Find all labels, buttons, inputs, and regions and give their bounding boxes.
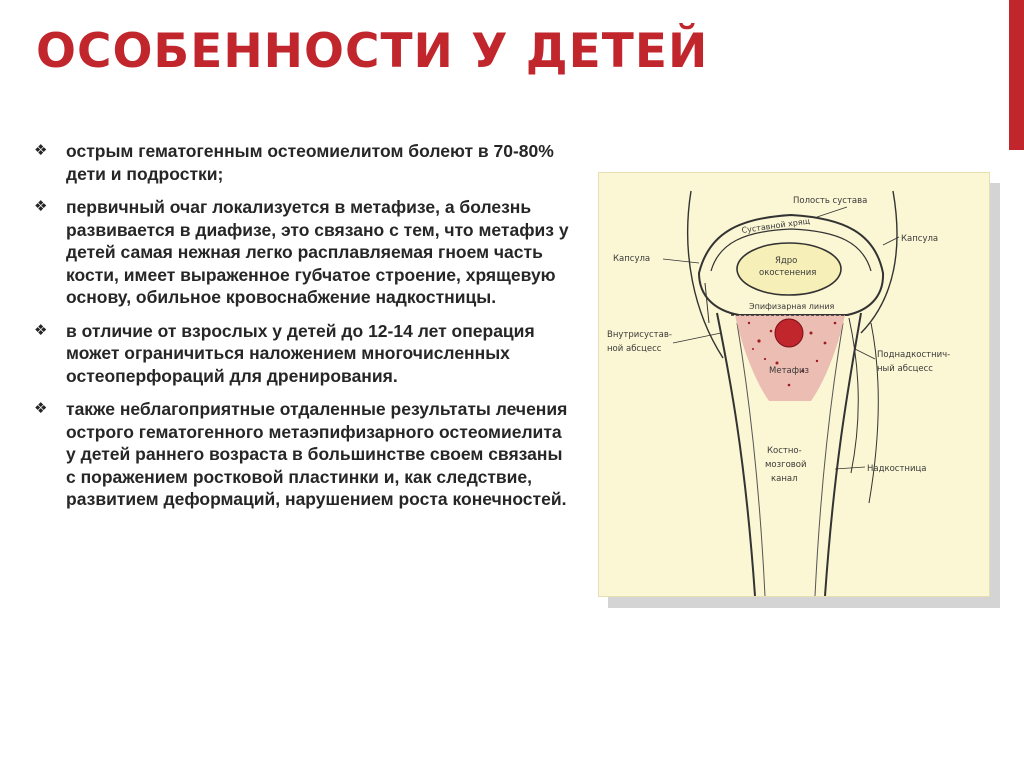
accent-corner-bar [1009, 0, 1024, 150]
label-capsule-right: Капсула [901, 234, 939, 244]
label-epiphyseal-line: Эпифизарная линия [749, 302, 835, 311]
bullet-text: в отличие от взрослых у детей до 12-14 лет операция может ограничиться наложением многочисленных остеоперфораций для дренирования. [66, 320, 535, 386]
bullet-item [34, 320, 574, 388]
label-intra-abscess-1: Внутрисустав- [607, 330, 672, 340]
label-ossification-2: окостенения [759, 268, 817, 278]
bullet-item [34, 398, 574, 511]
label-canal-2: мозговой [765, 460, 807, 470]
diamond-bullet-icon: ❖ [34, 400, 48, 417]
label-metaphysis: Метафиз [769, 366, 810, 376]
diamond-bullet-icon: ❖ [34, 142, 48, 159]
label-intra-abscess-2: ной абсцесс [607, 344, 662, 354]
primary-focus-lesion [775, 319, 803, 347]
bullet-item [34, 196, 574, 309]
bullet-text: первичный очаг локализуется в метафизе, а болезнь развивается в диафизе, это связано с тем, что метафиз у детей самая нежная легко расплавляемая гноем часть кости, имеет выраженное губчатое строение, хрящевую основу, обильное кровоснабжение надкостницы. [66, 197, 569, 307]
label-articular-cartilage: Суставной хрящ [741, 216, 811, 235]
diamond-bullet-icon: ❖ [34, 321, 48, 339]
label-ossification-1: Ядро [775, 256, 798, 266]
label-subperiosteal-1: Поднадкостнич- [877, 350, 951, 360]
label-canal-1: Костно- [767, 446, 802, 456]
capsule-outline-left [688, 191, 723, 358]
bone-diagram-figure [598, 172, 990, 597]
bullet-list [34, 140, 574, 522]
slide-title: ОСОБЕННОСТИ У ДЕТЕЙ [36, 24, 709, 79]
bullet-text: острым гематогенным остеомиелитом болеют в 70-80% дети и подростки; [66, 141, 554, 184]
label-subperiosteal-2: ный абсцесс [877, 364, 933, 374]
label-joint-cavity: Полость сустава [793, 196, 868, 206]
label-periosteum: Надкостница [867, 464, 927, 474]
diamond-bullet-icon: ❖ [34, 198, 48, 215]
bone-diagram [599, 173, 989, 596]
label-capsule-left: Капсула [613, 254, 651, 264]
label-canal-3: канал [771, 474, 798, 484]
bullet-text: также неблагоприятные отдаленные результаты лечения острого гематогенного метаэпифизарного остеомиелита у детей раннего возраста в большинстве своем связаны с поражением ростковой пластинки и, как следствие, развитием деформаций, нарушением роста конечностей. [66, 399, 568, 509]
bullet-item [34, 140, 574, 185]
